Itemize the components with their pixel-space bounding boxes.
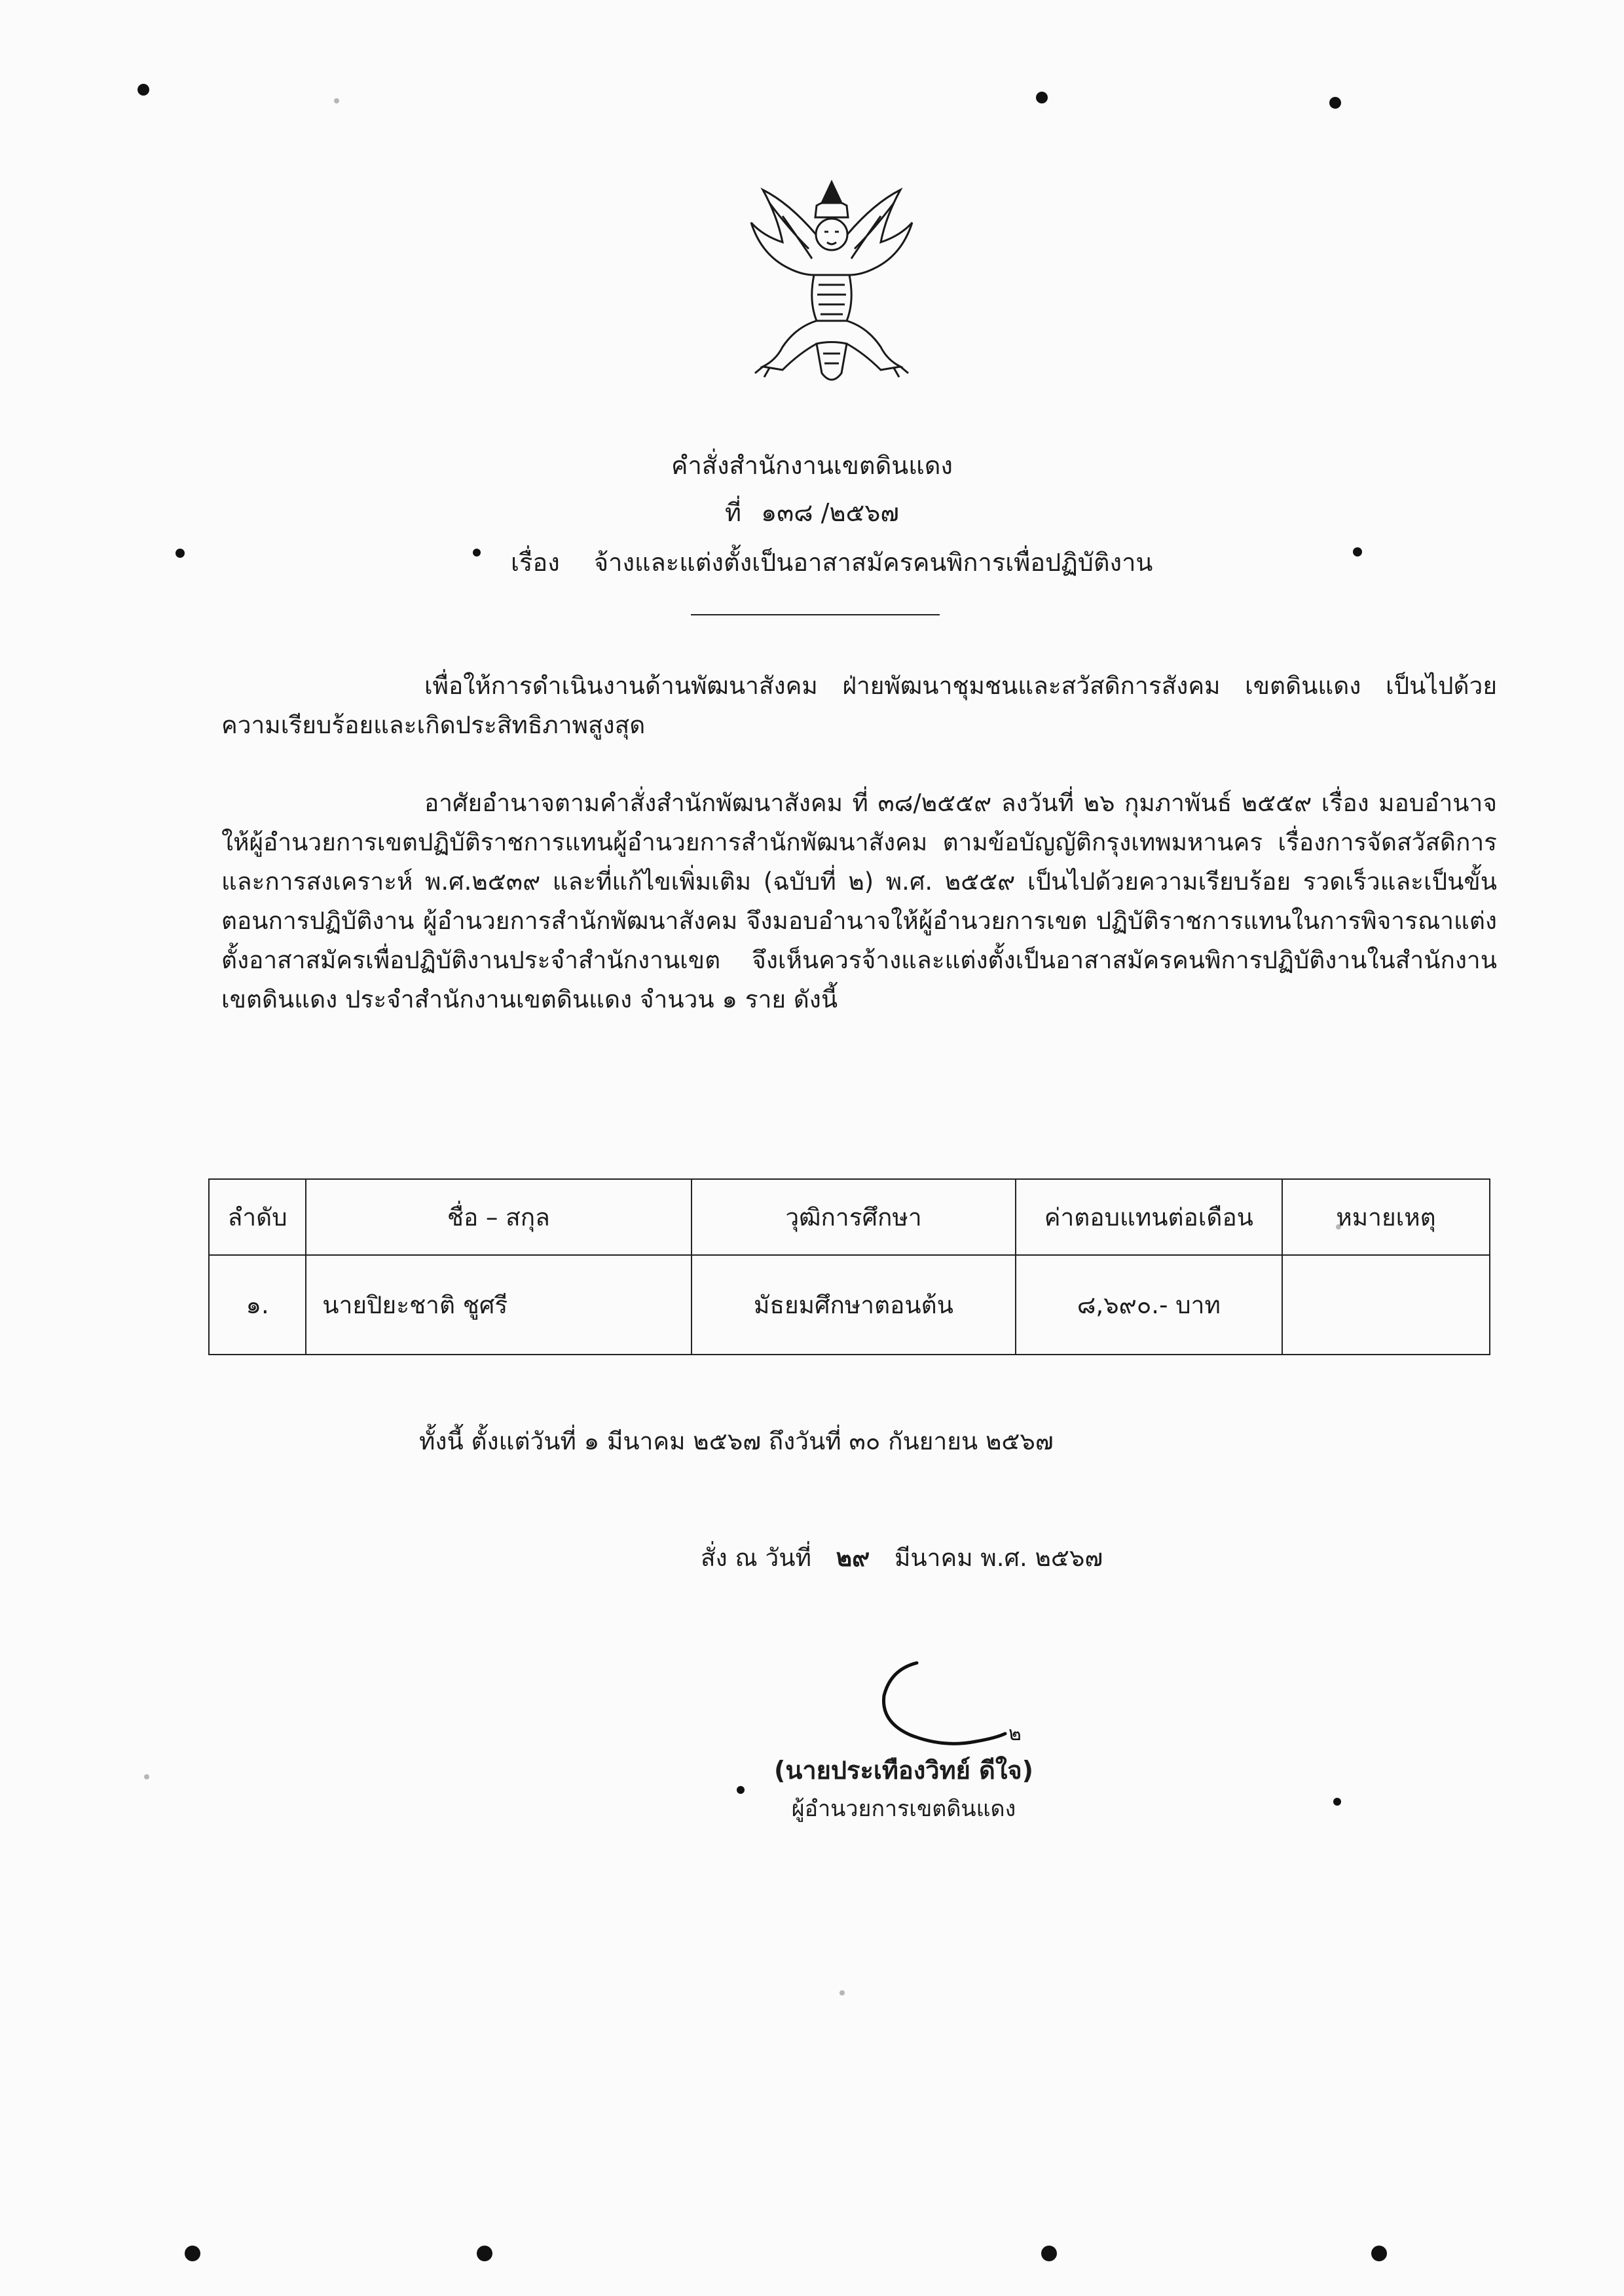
- signer-position: ผู้อำนวยการเขตดินแดง: [791, 1796, 1016, 1822]
- order-subject-line: [511, 542, 1153, 582]
- cell-note: [1282, 1255, 1490, 1355]
- header-education: วุฒิการศึกษา: [692, 1179, 1015, 1255]
- header-note: หมายเหตุ: [1282, 1179, 1490, 1255]
- punch-hole-dot: [138, 84, 149, 96]
- cell-order: ๑.: [209, 1255, 306, 1355]
- punch-hole-dot: [1329, 97, 1341, 109]
- scan-speck: [840, 1990, 845, 1995]
- header-pay: ค่าตอบแทนต่อเดือน: [1016, 1179, 1283, 1255]
- order-number-prefix: ที่: [725, 498, 742, 527]
- handwritten-signature: [845, 1643, 1041, 1761]
- header-name: ชื่อ – สกุล: [306, 1179, 692, 1255]
- duration-text: ทั้งนี้ ตั้งแต่วันที่ ๑ มีนาคม ๒๕๖๗ ถึงวันที่ ๓๐ กันยายน ๒๕๖๗: [419, 1427, 1054, 1455]
- signer-name: (นายประเทืองวิทย์ ดีใจ): [773, 1756, 1034, 1785]
- subject-label: เรื่อง: [511, 548, 560, 577]
- punch-hole-dot: [1333, 1798, 1341, 1806]
- punch-hole-dot: [1041, 2246, 1057, 2261]
- scan-speck: [144, 1774, 149, 1779]
- paragraph-purpose: เพื่อให้การดำเนินงานด้านพัฒนาสังคม ฝ่ายพัฒนาชุมชนและสวัสดิการสังคม เขตดินแดง เป็นไปด้วยความเรียบร้อยและเกิดประสิทธิภาพสูงสุด: [221, 672, 1497, 739]
- order-title: คำสั่งสำนักงานเขตดินแดง: [671, 451, 953, 480]
- cell-pay: ๘,๖๙๐.- บาท: [1016, 1255, 1283, 1355]
- punch-hole-dot: [185, 2246, 200, 2261]
- ordered-label: สั่ง ณ วันที่: [701, 1544, 811, 1572]
- order-number: ๑๓๘ /๒๕๖๗: [761, 498, 899, 527]
- cell-name: นายปิยะชาติ ชูศรี: [306, 1255, 692, 1355]
- ordered-month-year: มีนาคม พ.ศ. ๒๕๖๗: [895, 1544, 1103, 1572]
- cell-education: มัธยมศึกษาตอนต้น: [692, 1255, 1015, 1355]
- volunteer-table: [208, 1178, 1490, 1355]
- punch-hole-dot: [473, 549, 481, 556]
- header-order: ลำดับ: [209, 1179, 306, 1255]
- table-row: [209, 1255, 1490, 1355]
- signature-mark: ๒: [1008, 1722, 1022, 1745]
- ordered-day: ๒๙: [836, 1544, 870, 1572]
- punch-hole-dot: [1036, 92, 1048, 103]
- ordered-date-line: [701, 1539, 1103, 1577]
- garuda-emblem: [743, 177, 920, 393]
- punch-hole-dot: [477, 2246, 492, 2261]
- punch-hole-dot: [1371, 2246, 1387, 2261]
- table-header-row: [209, 1179, 1490, 1255]
- order-number-line: [0, 492, 1624, 532]
- punch-hole-dot: [1353, 547, 1362, 556]
- paragraph-authority: อาศัยอำนาจตามคำสั่งสำนักพัฒนาสังคม ที่ ๓๘/๒๕๕๙ ลงวันที่ ๒๖ กุมภาพันธ์ ๒๕๕๙ เรื่อง มอบอำนาจให้ผู้อำนวยการเขตปฏิบัติราชการแทนผู้อำนวยการสำนักพัฒนาสังคม ตามข้อบัญญัติกรุงเทพมหานคร เรื่องการจัดสวัสดิการและการสงเคราะห์ พ.ศ.๒๕๓๙ และที่แก้ไขเพิ่มเติม (ฉบับที่ ๒) พ.ศ. ๒๕๕๙ เป็นไปด้วยความเรียบร้อย รวดเร็วและเป็นขั้นตอนการปฏิบัติงาน ผู้อำนวยการสำนักพัฒนาสังคม จึงมอบอำนาจให้ผู้อำนวยการเขต ปฏิบัติราชการแทนในการพิจารณาแต่งตั้งอาสาสมัครเพื่อปฏิบัติงานประจำสำนักงานเขต จึงเห็นควรจ้างและแต่งตั้งเป็นอาสาสมัครคนพิการปฏิบัติงานในสำนักงานเขตดินแดง ประจำสำนักงานเขตดินแดง จำนวน ๑ ราย ดังนี้: [221, 789, 1497, 1013]
- divider-line: [691, 614, 940, 615]
- subject-text: จ้างและแต่งตั้งเป็นอาสาสมัครคนพิการเพื่อปฏิบัติงาน: [593, 548, 1153, 577]
- punch-hole-dot: [175, 549, 185, 558]
- scan-speck: [334, 98, 339, 103]
